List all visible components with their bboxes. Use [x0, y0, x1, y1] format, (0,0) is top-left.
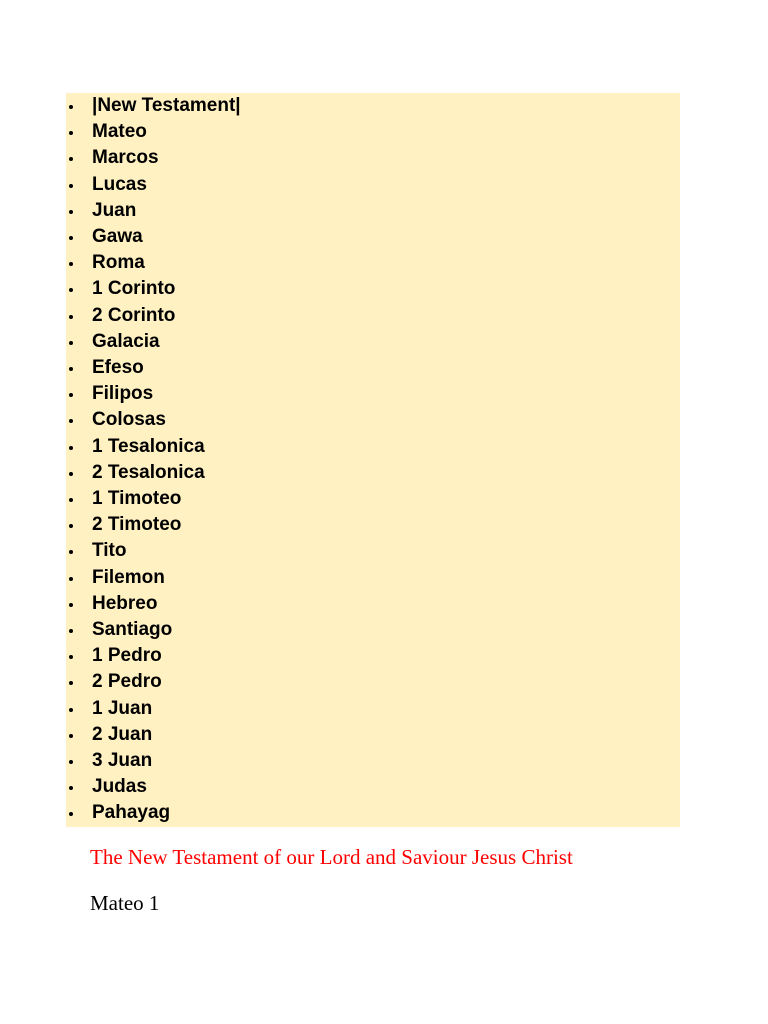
book-link[interactable]: Roma — [92, 252, 145, 274]
book-link[interactable]: Lucas — [92, 173, 147, 195]
bullet-icon — [69, 577, 73, 581]
bullet-icon — [69, 157, 73, 161]
list-item — [66, 381, 680, 407]
book-link[interactable]: 1 Tesalonica — [92, 435, 205, 457]
bullet-icon — [69, 708, 73, 712]
book-link[interactable]: Mateo — [92, 121, 147, 143]
bullet-icon — [69, 419, 73, 423]
book-link[interactable]: Marcos — [92, 147, 159, 169]
bullet-icon — [69, 472, 73, 476]
bullet-icon — [69, 524, 73, 528]
book-link[interactable]: 1 Pedro — [92, 645, 162, 667]
book-link[interactable]: Santiago — [92, 619, 173, 640]
list-item — [66, 303, 680, 329]
list-item — [66, 119, 680, 145]
book-link[interactable]: 1 Juan — [92, 697, 153, 719]
book-link[interactable]: 1 Corinto — [92, 278, 176, 300]
book-link[interactable]: 2 Tesalonica — [92, 461, 205, 483]
book-link[interactable]: 3 Juan — [92, 750, 153, 771]
bullet-icon — [69, 550, 73, 554]
bullet-icon — [69, 786, 73, 790]
list-item — [66, 460, 680, 486]
book-link[interactable]: 2 Corinto — [92, 304, 176, 326]
list-item — [66, 696, 680, 722]
book-link[interactable]: Filemon — [92, 566, 165, 588]
book-link[interactable]: 2 Juan — [92, 723, 153, 745]
bullet-icon — [69, 655, 73, 659]
bullet-icon — [69, 262, 73, 266]
list-item — [66, 722, 680, 748]
bullet-icon — [69, 288, 73, 292]
bullet-icon — [69, 681, 73, 685]
book-link[interactable]: Pahayag — [92, 802, 171, 824]
book-link[interactable]: 2 Timoteo — [92, 514, 182, 536]
book-navigation-panel — [66, 93, 680, 827]
book-link[interactable]: |New Testament| — [92, 95, 241, 116]
list-item — [66, 355, 680, 381]
book-link[interactable]: Filipos — [92, 383, 154, 405]
book-link[interactable]: 2 Pedro — [92, 671, 162, 693]
list-item — [66, 93, 680, 119]
bullet-icon — [69, 629, 73, 633]
book-link[interactable]: Tito — [92, 540, 127, 562]
bullet-icon — [69, 131, 73, 135]
bullet-icon — [69, 603, 73, 607]
book-link[interactable]: Judas — [92, 776, 147, 798]
book-link[interactable]: 1 Timoteo — [92, 488, 182, 509]
list-item — [66, 538, 680, 564]
list-item — [66, 643, 680, 669]
list-item — [66, 800, 680, 826]
list-item — [66, 407, 680, 433]
list-item — [66, 774, 680, 800]
list-item — [66, 224, 680, 250]
bullet-icon — [69, 315, 73, 319]
book-link[interactable]: Hebreo — [92, 592, 158, 614]
book-link[interactable]: Colosas — [92, 409, 166, 431]
book-link[interactable]: Gawa — [92, 226, 143, 247]
list-item — [66, 434, 680, 460]
list-item — [66, 748, 680, 774]
book-link[interactable]: Galacia — [92, 330, 160, 352]
bullet-icon — [69, 812, 73, 816]
list-item — [66, 669, 680, 695]
list-item — [66, 276, 680, 302]
list-item — [66, 329, 680, 355]
bullet-icon — [69, 393, 73, 397]
list-item — [66, 250, 680, 276]
bullet-icon — [69, 367, 73, 371]
list-item — [66, 617, 680, 643]
chapter-heading: Mateo 1 — [90, 891, 160, 915]
list-item — [66, 565, 680, 591]
bullet-icon — [69, 760, 73, 764]
list-item — [66, 512, 680, 538]
list-item — [66, 591, 680, 617]
bullet-icon — [69, 236, 73, 240]
list-item — [66, 198, 680, 224]
bullet-icon — [69, 210, 73, 214]
bullet-icon — [69, 184, 73, 188]
list-item — [66, 145, 680, 171]
book-link[interactable]: Juan — [92, 199, 137, 221]
book-link[interactable]: Efeso — [92, 357, 144, 378]
page-title: The New Testament of our Lord and Saviour Jesus Christ — [90, 845, 573, 869]
list-item — [66, 486, 680, 512]
bullet-icon — [69, 341, 73, 345]
bullet-icon — [69, 446, 73, 450]
bullet-icon — [69, 498, 73, 502]
list-item — [66, 172, 680, 198]
bullet-icon — [69, 105, 73, 109]
bullet-icon — [69, 734, 73, 738]
